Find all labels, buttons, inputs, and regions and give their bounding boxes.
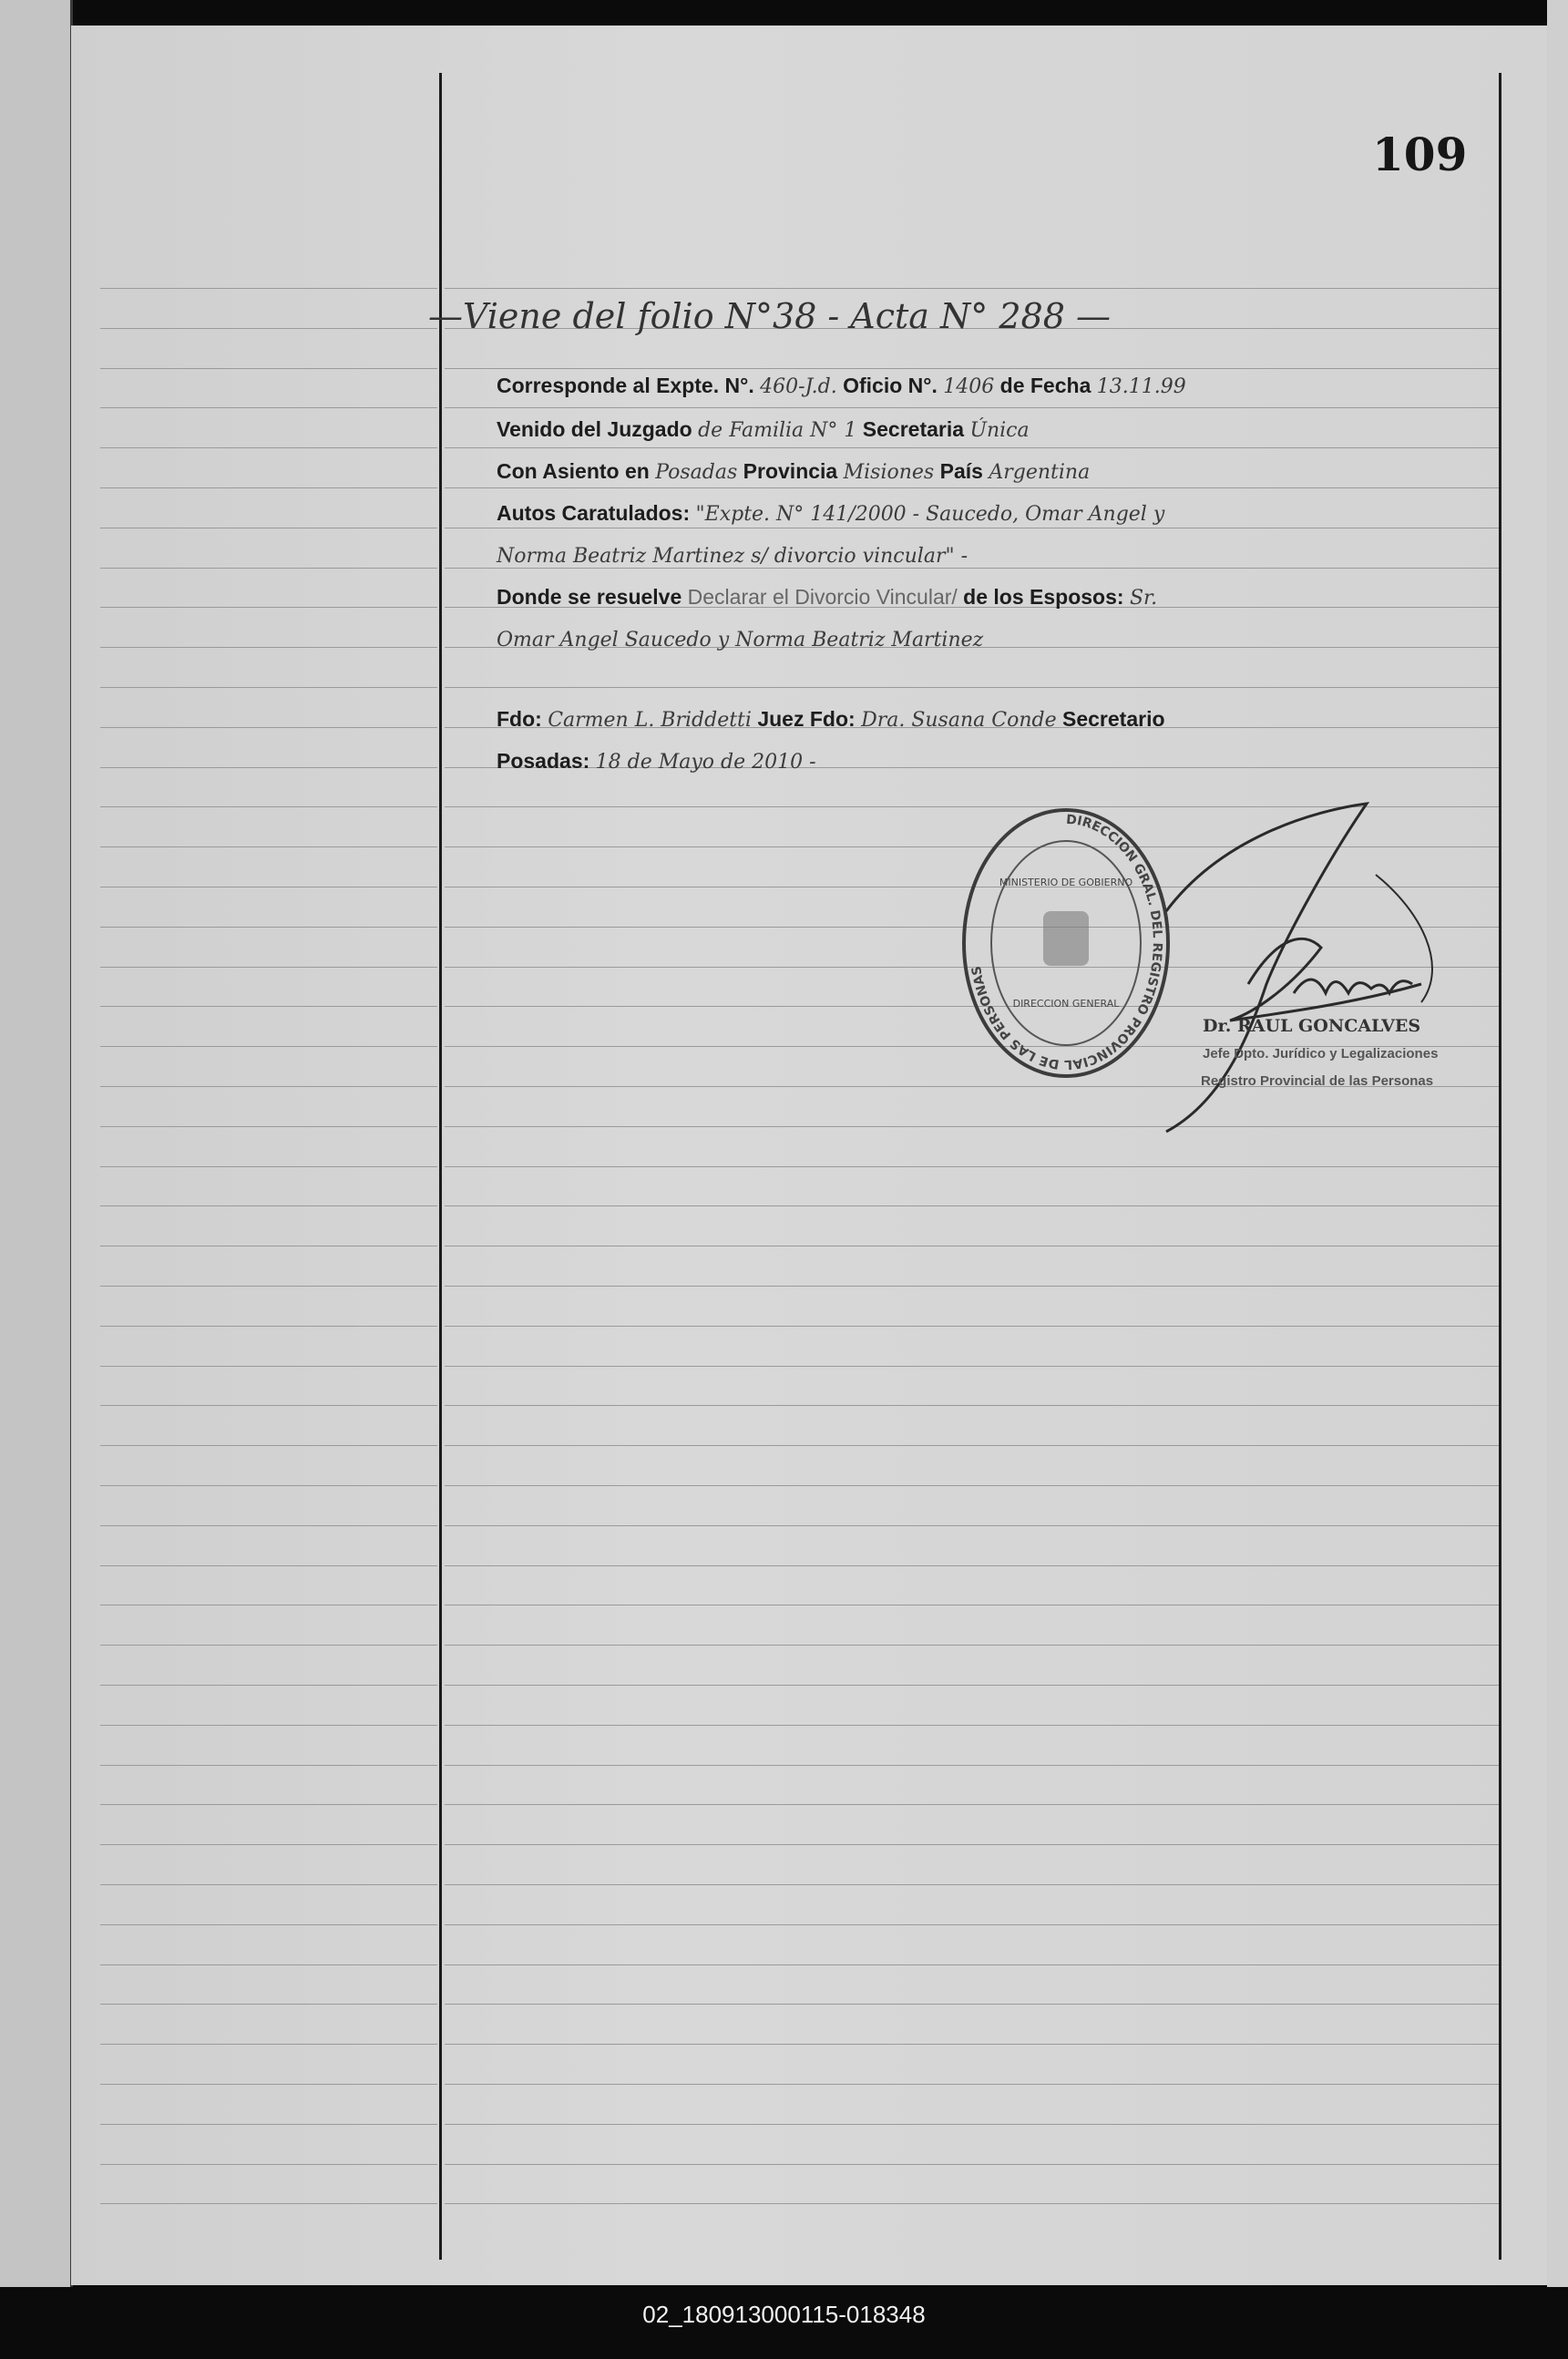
value-provincia: Misiones <box>843 461 935 484</box>
ruled-line-left <box>100 846 437 847</box>
ruled-line-left <box>100 2084 437 2085</box>
label-posadas: Posadas: <box>497 749 590 773</box>
ruled-line-left <box>100 1485 437 1486</box>
seal-ring-text: DIRECCION GRAL. DEL REGISTRO PROVINCIAL DE LAS PERSONAS <box>968 812 1165 1072</box>
label-expediente: Corresponde al Expte. N°. <box>497 374 754 397</box>
ruled-line-left <box>100 1924 437 1925</box>
ruled-line-right <box>445 1326 1501 1327</box>
value-pais: Argentina <box>989 461 1091 484</box>
signatory-title-1: Jefe Dpto. Jurídico y Legalizaciones <box>1203 1046 1439 1062</box>
ruled-line-right <box>445 2164 1501 2165</box>
label-secretaria: Secretaria <box>862 417 965 441</box>
ruled-line-left <box>100 767 437 768</box>
ruled-line-left <box>100 1326 437 1327</box>
ruled-line-right <box>445 1725 1501 1726</box>
value-juez: Carmen L. Briddetti <box>548 709 752 732</box>
ruled-line-left <box>100 407 437 408</box>
ruled-line-right <box>445 1485 1501 1486</box>
ruled-line-left <box>100 2164 437 2165</box>
ruled-line-right <box>445 288 1501 289</box>
ruled-line-left <box>100 647 437 648</box>
ruled-line-right <box>445 1205 1501 1206</box>
form-line-6 <box>497 585 1157 610</box>
ruled-line-left <box>100 607 437 608</box>
value-juzgado: de Familia N° 1 <box>698 419 857 442</box>
label-fecha: de Fecha <box>999 374 1091 397</box>
official-seal-stamp <box>957 802 1175 1084</box>
ruled-line-left <box>100 1086 437 1087</box>
label-provincia: Provincia <box>743 459 838 483</box>
ruled-line-left <box>100 1126 437 1127</box>
ruled-line-left <box>100 1884 437 1885</box>
ruled-line-right <box>445 1565 1501 1566</box>
label-juzgado: Venido del Juzgado <box>497 417 692 441</box>
ruled-line-right <box>445 1685 1501 1686</box>
ruled-line-left <box>100 927 437 928</box>
ruled-line-left <box>100 328 437 329</box>
form-line-10 <box>497 749 816 774</box>
ruled-line-right <box>445 1166 1501 1167</box>
label-resuelve: Donde se resuelve <box>497 585 682 609</box>
label-fdo: Fdo: <box>497 707 542 731</box>
ruled-line-right <box>445 568 1501 569</box>
value-autos-2: Norma Beatriz Martinez s/ divorcio vincular" - <box>497 545 968 568</box>
header-note: —Viene del folio N°38 - Acta N° 288 — <box>428 296 1111 336</box>
right-margin-line <box>1499 73 1501 2260</box>
ruled-line-left <box>100 1565 437 1566</box>
ruled-line-left <box>100 1645 437 1646</box>
ruled-line-left <box>100 447 437 448</box>
ruled-line-left <box>100 1964 437 1965</box>
form-line-1 <box>497 374 1186 398</box>
ruled-line-left <box>100 1844 437 1845</box>
footer-image-id: 02_180913000115-018348 <box>642 2301 926 2328</box>
ruled-line-left <box>100 1765 437 1766</box>
ruled-line-left <box>100 1006 437 1007</box>
ruled-line-right <box>445 1765 1501 1766</box>
label-oficio: Oficio N°. <box>843 374 938 397</box>
form-line-5 <box>497 543 968 568</box>
label-secretario: Secretario <box>1062 707 1165 731</box>
ruled-line-right <box>445 1804 1501 1805</box>
ruled-line-left <box>100 288 437 289</box>
ruled-line-right <box>445 1645 1501 1646</box>
value-esposos-prefix: Sr. <box>1129 587 1158 610</box>
value-oficio: 1406 <box>943 375 995 398</box>
ruled-line-left <box>100 2004 437 2005</box>
ruled-line-right <box>445 1445 1501 1446</box>
ruled-line-left <box>100 1286 437 1287</box>
label-autos: Autos Caratulados: <box>497 501 691 525</box>
ruled-line-left <box>100 1525 437 1526</box>
ruled-line-left <box>100 687 437 688</box>
ruled-line-left <box>100 2203 437 2204</box>
form-line-9 <box>497 707 1165 732</box>
ruled-line-left <box>100 2124 437 2125</box>
label-pais: País <box>939 459 983 483</box>
form-line-4 <box>497 501 1164 526</box>
page-number: 109 <box>1372 128 1468 181</box>
ruled-line-left <box>100 1445 437 1446</box>
form-line-7 <box>497 627 983 651</box>
ruled-line-left <box>100 967 437 968</box>
ruled-line-right <box>445 1405 1501 1406</box>
ruled-line-right <box>445 2004 1501 2005</box>
value-expediente: 460-J.d. <box>760 375 837 398</box>
register-page <box>71 26 1547 2285</box>
ruled-line-left <box>100 1046 437 1047</box>
ruled-line-right <box>445 1964 1501 1965</box>
ruled-line-right <box>445 2044 1501 2045</box>
value-autos-1: "Expte. N° 141/2000 - Saucedo, Omar Angel y <box>695 503 1165 526</box>
margin-line <box>439 73 442 2260</box>
ruled-line-left <box>100 1366 437 1367</box>
ruled-line-left <box>100 1405 437 1406</box>
ruled-line-left <box>100 2044 437 2045</box>
label-esposos: de los Esposos: <box>963 585 1124 609</box>
ruled-line-left <box>100 727 437 728</box>
form-line-3 <box>497 459 1090 484</box>
signatory-name: Dr. RAUL GONCALVES <box>1203 1016 1421 1036</box>
ruled-line-right <box>445 2084 1501 2085</box>
ruled-line-left <box>100 1725 437 1726</box>
ruled-line-left <box>100 368 437 369</box>
form-line-2 <box>497 417 1030 442</box>
ruled-line-left <box>100 487 437 488</box>
ruled-line-right <box>445 1924 1501 1925</box>
value-secretario: Dra. Susana Conde <box>861 709 1057 732</box>
value-fecha: 13.11.99 <box>1096 375 1186 398</box>
ruled-line-right <box>445 1844 1501 1845</box>
ruled-line-right <box>445 368 1501 369</box>
seal-inner-text: MINISTERIO DE GOBIERNO <box>999 877 1133 888</box>
signatory-title-2: Registro Provincial de las Personas <box>1201 1073 1434 1089</box>
value-asiento: Posadas <box>655 461 738 484</box>
seal-bottom-text: DIRECCION GENERAL <box>1012 998 1120 1010</box>
ruled-line-left <box>100 1804 437 1805</box>
ruled-line-right <box>445 2203 1501 2204</box>
book-right-edge <box>1547 0 1568 2287</box>
ruled-line-right <box>445 687 1501 688</box>
value-secretaria: Única <box>969 419 1030 442</box>
ruled-line-right <box>445 407 1501 408</box>
ruled-line-left <box>100 568 437 569</box>
ruled-line-left <box>100 1685 437 1686</box>
value-fecha-posadas: 18 de Mayo de 2010 - <box>595 751 816 774</box>
ruled-line-right <box>445 447 1501 448</box>
label-asiento: Con Asiento en <box>497 459 650 483</box>
text-divorcio: Declarar el Divorcio Vincular/ <box>687 585 958 609</box>
ruled-line-left <box>100 806 437 807</box>
ruled-line-right <box>445 487 1501 488</box>
ruled-line-left <box>100 1205 437 1206</box>
ruled-line-right <box>445 1525 1501 1526</box>
ruled-line-right <box>445 1884 1501 1885</box>
book-left-flap <box>0 0 73 2287</box>
ruled-line-right <box>445 2124 1501 2125</box>
ruled-line-right <box>445 1366 1501 1367</box>
ruled-line-left <box>100 1166 437 1167</box>
label-juez: Juez Fdo: <box>757 707 856 731</box>
value-esposos: Omar Angel Saucedo y Norma Beatriz Martinez <box>497 629 984 651</box>
ruled-line-right <box>445 1286 1501 1287</box>
